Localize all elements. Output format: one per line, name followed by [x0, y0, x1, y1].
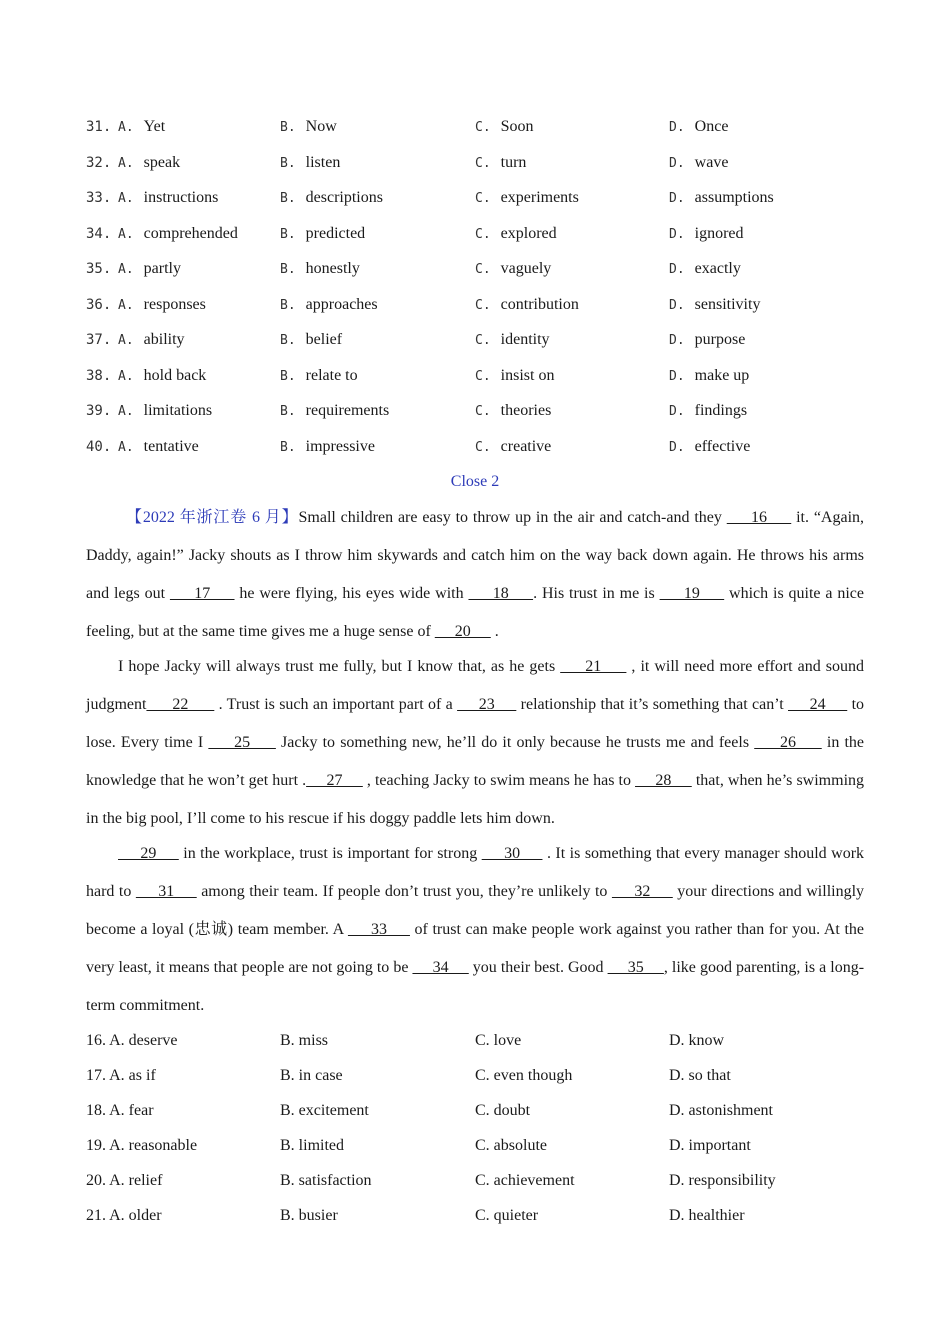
passage-text: to lose. Every time I	[86, 696, 865, 751]
question-number: 35.	[86, 261, 112, 277]
option-choice	[86, 260, 181, 278]
passage-paragraph-1	[86, 499, 864, 651]
option-choice	[280, 438, 375, 456]
option-letter: B.	[280, 227, 296, 242]
passage-text: of trust can make people work against you rather than for you. At the very least, it means that people are not going to be	[86, 921, 865, 976]
option-letter: A.	[118, 404, 134, 419]
option-choice: C. quieter	[475, 1207, 539, 1224]
option-row	[86, 154, 864, 178]
option-text: impressive	[305, 438, 375, 455]
option-text: vaguely	[500, 260, 552, 277]
question-number: 39.	[86, 403, 112, 419]
option-choice	[669, 118, 728, 136]
answer-blank: 26	[754, 734, 822, 751]
option-text: explored	[500, 225, 557, 242]
option-choice	[280, 225, 365, 243]
option-choice: C. even though	[475, 1067, 573, 1084]
option-letter: C.	[475, 227, 491, 242]
option-letter: D.	[669, 191, 685, 206]
option-letter: C.	[475, 120, 491, 135]
passage-text: you their best. Good	[468, 959, 608, 976]
option-letter: C.	[475, 333, 491, 348]
option-text: listen	[305, 154, 341, 171]
option-text: Now	[305, 118, 337, 135]
passage-paragraph-3	[86, 835, 864, 1025]
option-text: purpose	[694, 331, 746, 348]
option-choice: 21. A. older	[86, 1207, 162, 1224]
option-choice	[86, 331, 185, 349]
answer-blank: 31	[135, 883, 197, 900]
option-row	[86, 1207, 864, 1231]
question-number: 37.	[86, 332, 112, 348]
option-text: honestly	[305, 260, 360, 277]
option-letter: C.	[475, 262, 491, 277]
option-text: insist on	[500, 367, 555, 384]
option-choice	[475, 367, 554, 385]
option-letter: B.	[280, 191, 296, 206]
option-choice	[86, 154, 180, 172]
answer-blank: 20	[434, 623, 491, 640]
option-choice	[280, 154, 340, 172]
option-choice	[475, 154, 526, 172]
passage-text: .	[490, 623, 499, 640]
passage-text: I hope Jacky will always trust me fully, but I know that, as he gets	[118, 658, 561, 675]
option-text: effective	[694, 438, 751, 455]
option-choice	[669, 402, 747, 420]
option-text: sensitivity	[694, 296, 761, 313]
option-text: partly	[143, 260, 181, 277]
option-letter: D.	[669, 227, 685, 242]
answer-blank: 18	[468, 585, 534, 602]
option-letter: D.	[669, 333, 685, 348]
option-choice	[86, 189, 218, 207]
option-choice: 16. A. deserve	[86, 1032, 178, 1049]
answer-blank: 24	[788, 696, 848, 713]
option-text: belief	[305, 331, 343, 348]
option-choice	[86, 367, 206, 385]
option-choice	[475, 438, 551, 456]
option-text: predicted	[305, 225, 366, 242]
option-choice: C. achievement	[475, 1172, 575, 1189]
question-number: 36.	[86, 297, 112, 313]
option-row	[86, 189, 864, 213]
option-text: contribution	[500, 296, 579, 313]
option-choice: D. so that	[669, 1067, 731, 1084]
option-choice	[475, 225, 557, 243]
option-choice	[475, 260, 551, 278]
option-text: approaches	[305, 296, 378, 313]
question-number: 40.	[86, 439, 112, 455]
question-number: 32.	[86, 155, 112, 171]
option-choice: 20. A. relief	[86, 1172, 163, 1189]
option-text: experiments	[500, 189, 579, 206]
option-text: exactly	[694, 260, 741, 277]
answer-blank: 21	[560, 658, 627, 675]
passage-text: among their team. If people don’t trust you, they’re unlikely to	[196, 883, 612, 900]
option-choice: B. limited	[280, 1137, 344, 1154]
option-letter: D.	[669, 156, 685, 171]
option-letter: A.	[118, 333, 134, 348]
option-text: Soon	[500, 118, 534, 135]
option-row	[86, 225, 864, 249]
option-choice	[280, 118, 337, 136]
option-choice: B. satisfaction	[280, 1172, 372, 1189]
option-letter: B.	[280, 404, 296, 419]
passage-text: in the workplace, trust is important for strong	[178, 845, 482, 862]
option-choice	[669, 331, 745, 349]
option-choice	[475, 331, 550, 349]
option-choice	[475, 118, 534, 136]
option-text: ignored	[694, 225, 744, 242]
answer-blank: 30	[481, 845, 543, 862]
option-row	[86, 1067, 864, 1091]
passage-text: . Trust is such an important part of a	[214, 696, 458, 713]
option-choice	[669, 154, 728, 172]
option-row	[86, 1102, 864, 1126]
option-text: tentative	[143, 438, 199, 455]
option-text: assumptions	[694, 189, 774, 206]
option-text: identity	[500, 331, 550, 348]
option-choice	[669, 367, 749, 385]
answer-blank: 28	[635, 772, 692, 789]
option-text: speak	[143, 154, 181, 171]
option-letter: D.	[669, 262, 685, 277]
option-letter: B.	[280, 262, 296, 277]
option-choice: D. responsibility	[669, 1172, 776, 1189]
answer-blank: 29	[118, 845, 179, 862]
option-letter: B.	[280, 369, 296, 384]
passage-text: . His trust in me is	[533, 585, 660, 602]
source-tag: 【2022 年浙江卷 6 月】	[126, 509, 299, 526]
option-letter: B.	[280, 440, 296, 455]
question-number: 33.	[86, 190, 112, 206]
answer-blank: 35	[607, 959, 664, 976]
passage-text: which is quite a nice feeling, but at the same time gives me a huge sense of	[86, 585, 865, 640]
option-choice: D. astonishment	[669, 1102, 773, 1119]
option-letter: B.	[280, 156, 296, 171]
option-choice	[475, 402, 551, 420]
option-choice	[475, 296, 579, 314]
answer-blank: 25	[208, 734, 276, 751]
option-text: descriptions	[305, 189, 383, 206]
option-text: findings	[694, 402, 748, 419]
option-letter: C.	[475, 440, 491, 455]
option-letter: D.	[669, 369, 685, 384]
option-text: requirements	[305, 402, 390, 419]
option-choice	[280, 367, 358, 385]
option-choice	[669, 438, 750, 456]
option-row	[86, 118, 864, 142]
option-text: Once	[694, 118, 729, 135]
passage-text: , it will need more effort and sound judgment	[86, 658, 865, 713]
question-number: 31.	[86, 119, 112, 135]
option-choice	[280, 402, 389, 420]
option-text: creative	[500, 438, 552, 455]
passage-text: Jacky to something new, he’ll do it only because he trusts me and feels	[275, 734, 755, 751]
option-letter: C.	[475, 369, 491, 384]
option-row	[86, 260, 864, 284]
option-choice	[86, 118, 165, 136]
option-choice	[669, 296, 760, 314]
option-text: turn	[500, 154, 527, 171]
option-text: ability	[143, 331, 185, 348]
passage-text: . It is something that every manager should work hard to	[86, 845, 865, 900]
option-row	[86, 331, 864, 355]
option-choice: B. in case	[280, 1067, 343, 1084]
option-letter: C.	[475, 156, 491, 171]
passage-text: , like good parenting, is a long-term commitment.	[86, 959, 865, 1014]
option-choice	[280, 260, 360, 278]
answer-blank: 22	[146, 696, 215, 713]
option-letter: A.	[118, 191, 134, 206]
option-choice	[669, 260, 741, 278]
question-number: 38.	[86, 368, 112, 384]
option-letter: A.	[118, 440, 134, 455]
answer-blank: 32	[611, 883, 673, 900]
option-letter: C.	[475, 298, 491, 313]
passage-text: your directions and willingly become a loyal (忠诚) team member. A	[86, 883, 865, 938]
option-letter: A.	[118, 120, 134, 135]
option-choice: B. miss	[280, 1032, 329, 1049]
option-letter: D.	[669, 120, 685, 135]
option-text: instructions	[143, 189, 219, 206]
option-choice: B. excitement	[280, 1102, 369, 1119]
option-text: hold back	[143, 367, 207, 384]
answer-blank: 19	[659, 585, 725, 602]
answer-blank: 27	[306, 772, 363, 789]
answer-blank: 33	[347, 921, 410, 938]
option-choice: C. absolute	[475, 1137, 547, 1154]
option-row	[86, 367, 864, 391]
option-choice: D. healthier	[669, 1207, 745, 1224]
option-row	[86, 1137, 864, 1161]
option-text: make up	[694, 367, 750, 384]
option-choice: D. important	[669, 1137, 751, 1154]
option-letter: A.	[118, 369, 134, 384]
option-row	[86, 1032, 864, 1056]
option-letter: B.	[280, 298, 296, 313]
option-choice: C. love	[475, 1032, 522, 1049]
option-letter: D.	[669, 440, 685, 455]
passage-text: , teaching Jacky to swim means he has to	[362, 772, 636, 789]
option-row	[86, 402, 864, 426]
option-choice	[86, 402, 212, 420]
option-text: wave	[694, 154, 729, 171]
option-text: limitations	[143, 402, 213, 419]
option-row	[86, 438, 864, 462]
answer-blank: 34	[412, 959, 469, 976]
option-choice: 18. A. fear	[86, 1102, 154, 1119]
option-letter: A.	[118, 298, 134, 313]
option-choice	[669, 225, 744, 243]
question-number: 34.	[86, 226, 112, 242]
option-text: relate to	[305, 367, 358, 384]
passage-text: in the knowledge that he won’t get hurt .	[86, 734, 865, 789]
option-choice: B. busier	[280, 1207, 338, 1224]
option-text: comprehended	[143, 225, 238, 242]
passage-paragraph-2	[86, 648, 864, 838]
option-choice	[280, 189, 383, 207]
option-text: Yet	[143, 118, 166, 135]
option-choice	[280, 331, 342, 349]
option-choice	[86, 296, 206, 314]
passage-text: that, when he’s swimming in the big pool, I’ll come to his rescue if his doggy paddle lets him down.	[86, 772, 865, 827]
option-row	[86, 296, 864, 320]
passage-text: Small children are easy to throw up in the air and catch-and they	[298, 509, 727, 526]
option-text: responses	[143, 296, 206, 313]
option-letter: A.	[118, 156, 134, 171]
option-letter: B.	[280, 333, 296, 348]
answer-blank: 23	[457, 696, 517, 713]
answer-blank: 16	[726, 509, 792, 526]
passage-text: he were flying, his eyes wide with	[234, 585, 469, 602]
option-letter: C.	[475, 191, 491, 206]
option-choice: 17. A. as if	[86, 1067, 156, 1084]
option-text: theories	[500, 402, 552, 419]
option-choice	[280, 296, 378, 314]
option-letter: D.	[669, 298, 685, 313]
option-letter: A.	[118, 227, 134, 242]
option-letter: A.	[118, 262, 134, 277]
option-letter: D.	[669, 404, 685, 419]
option-choice	[86, 225, 238, 243]
option-choice: 19. A. reasonable	[86, 1137, 198, 1154]
passage-text: it. “Again, Daddy, again!” Jacky shouts as I throw him skywards and catch him on the way back down again. He throws his arms and legs out	[86, 509, 865, 602]
option-letter: C.	[475, 404, 491, 419]
option-choice	[475, 189, 579, 207]
passage-text: relationship that it’s something that can’t	[516, 696, 789, 713]
option-letter: B.	[280, 120, 296, 135]
option-choice	[86, 438, 199, 456]
option-row	[86, 1172, 864, 1196]
option-choice: D. know	[669, 1032, 725, 1049]
option-choice	[669, 189, 774, 207]
answer-blank: 17	[169, 585, 235, 602]
section-title: Close 2	[450, 473, 500, 490]
option-choice: C. doubt	[475, 1102, 531, 1119]
